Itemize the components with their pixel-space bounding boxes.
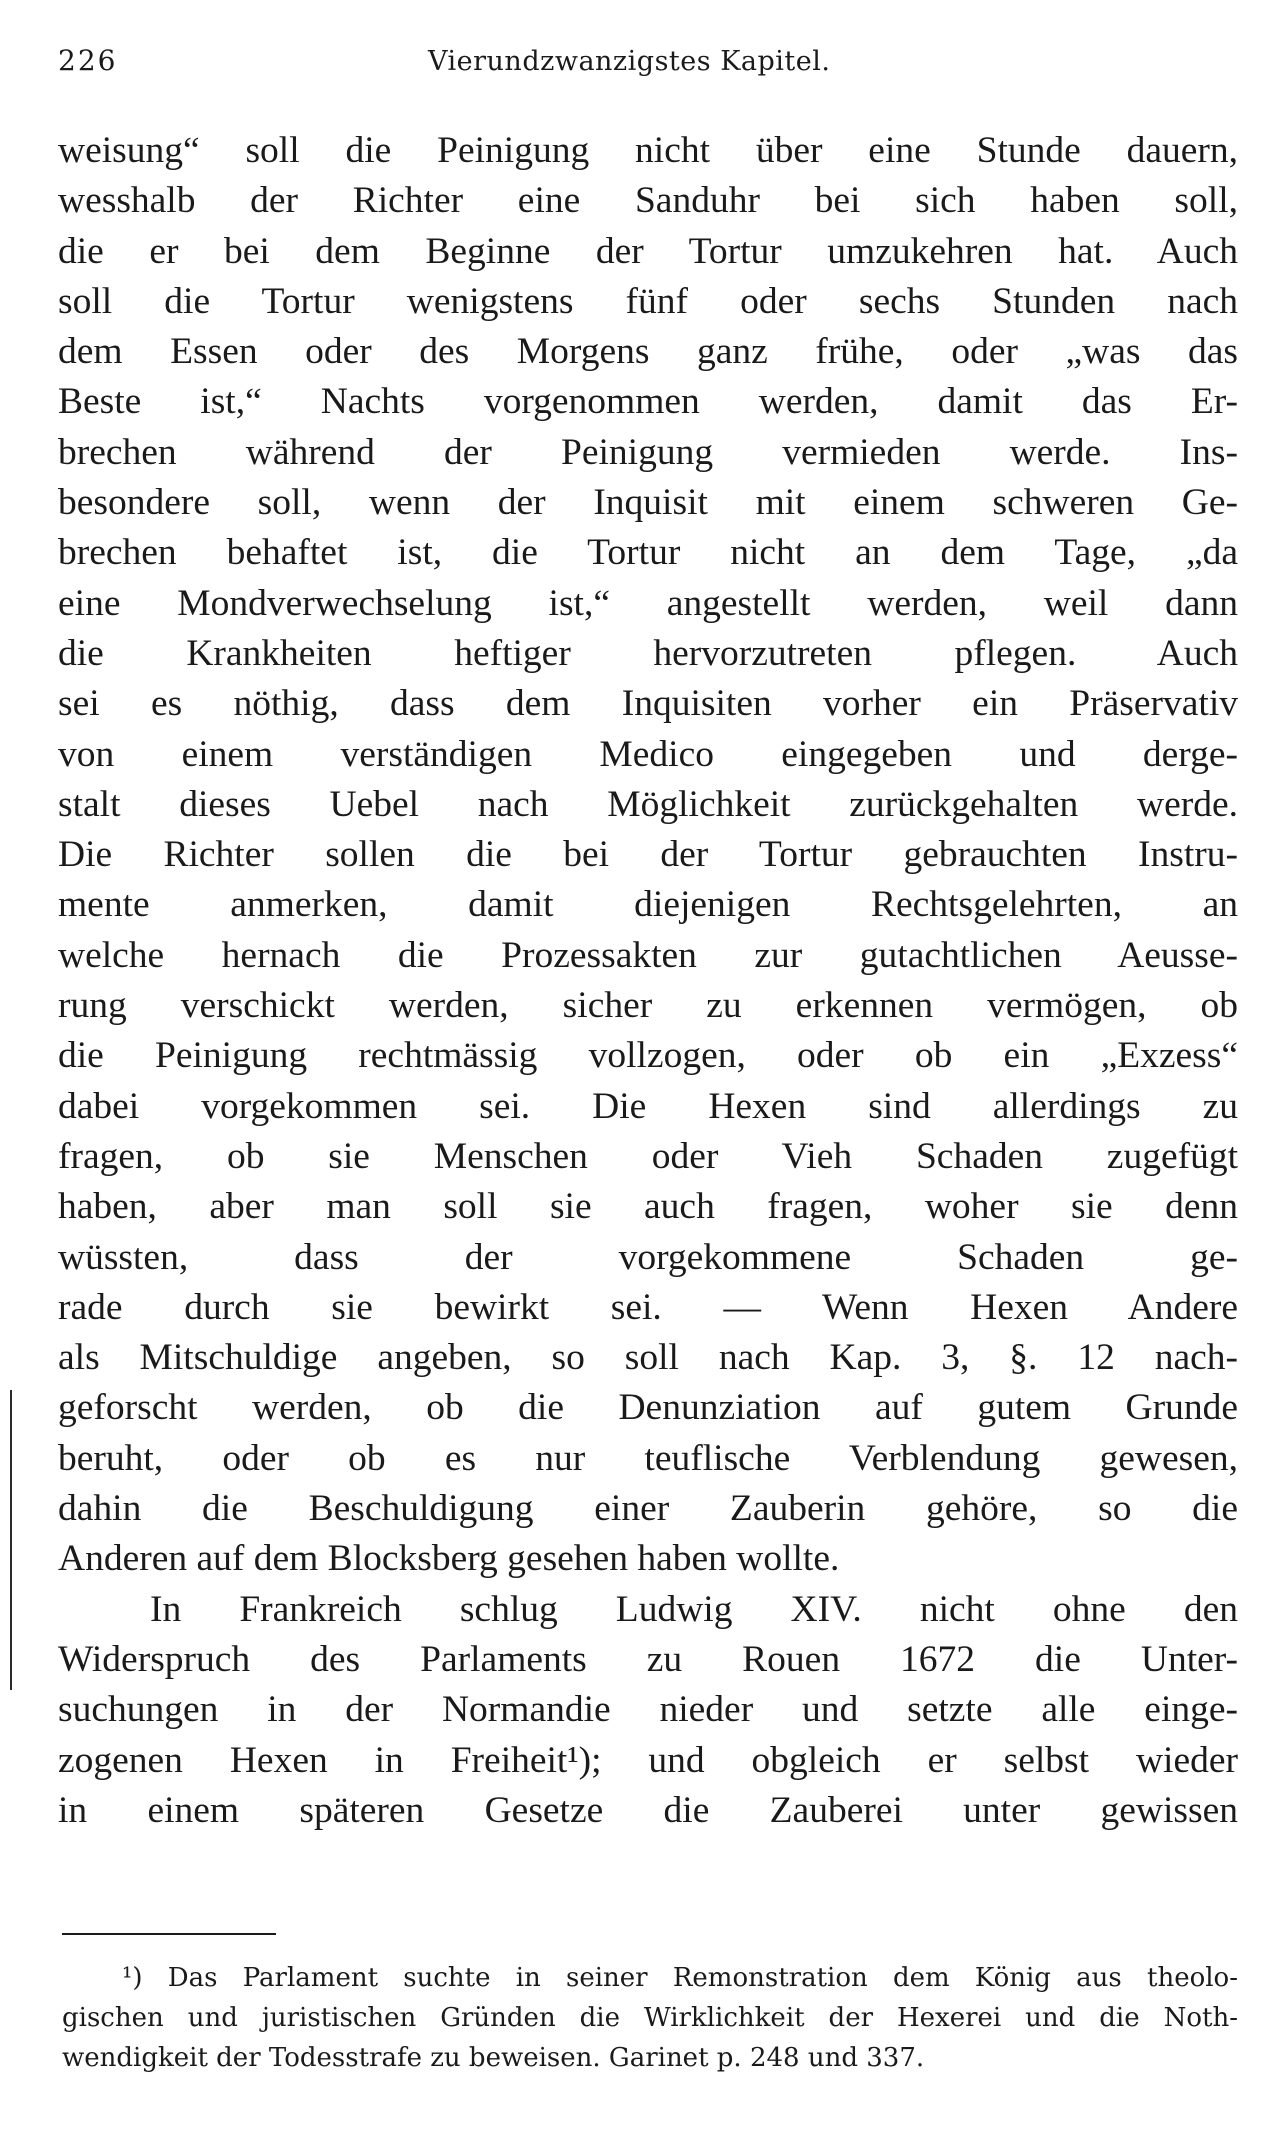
text-line: besondere soll, wenn der Inquisit mit einem schweren Ge- [58, 482, 1238, 524]
text-line: Die Richter sollen die bei der Tortur gebrauchten Instru- [58, 834, 1238, 876]
text-line: dabei vorgekommen sei. Die Hexen sind allerdings zu [58, 1085, 1238, 1127]
text-line: suchungen in der Normandie nieder und setzte alle einge- [58, 1689, 1238, 1731]
footnote [62, 1958, 1238, 2078]
text-line: als Mitschuldige angeben, so soll nach Kap. 3, §. 12 nach- [58, 1337, 1238, 1379]
page-number: 226 [58, 44, 118, 77]
text-line: soll die Tortur wenigstens fünf oder sechs Stunden nach [58, 280, 1238, 322]
margin-line-mark [10, 1390, 12, 1690]
footnote-line: gischen und juristischen Gründen die Wirklichkeit der Hexerei und die Noth- [62, 2003, 1238, 2033]
text-line: stalt dieses Uebel nach Möglichkeit zurückgehalten werde. [58, 783, 1238, 825]
text-line: Anderen auf dem Blocksberg gesehen haben wollte. [58, 1538, 840, 1580]
text-line: Beste ist,“ Nachts vorgenommen werden, damit das Er- [58, 381, 1238, 423]
footnote-rule [62, 1933, 276, 1935]
text-line: brechen behaftet ist, die Tortur nicht an dem Tage, „da [58, 532, 1238, 574]
text-line: In Frankreich schlug Ludwig XIV. nicht ohne den [150, 1588, 1238, 1630]
text-line: welche hernach die Prozessakten zur gutachtlichen Aeusse- [58, 934, 1238, 976]
text-line: mente anmerken, damit diejenigen Rechtsgelehrten, an [58, 884, 1238, 926]
text-line: zogenen Hexen in Freiheit¹); und obgleich er selbst wieder [58, 1739, 1238, 1781]
text-line: sei es nöthig, dass dem Inquisiten vorher ein Präservativ [58, 683, 1238, 725]
text-line: Widerspruch des Parlaments zu Rouen 1672 die Unter- [58, 1638, 1238, 1680]
text-line: wüssten, dass der vorgekommene Schaden ge- [58, 1236, 1238, 1278]
text-line: brechen während der Peinigung vermieden werde. Ins- [58, 431, 1238, 473]
text-line: haben, aber man soll sie auch fragen, woher sie denn [58, 1186, 1238, 1228]
text-line: die Krankheiten heftiger hervorzutreten pflegen. Auch [58, 632, 1238, 674]
text-line: dem Essen oder des Morgens ganz frühe, oder „was das [58, 331, 1238, 373]
text-line: rung verschickt werden, sicher zu erkennen vermögen, ob [58, 985, 1238, 1027]
text-line: die er bei dem Beginne der Tortur umzukehren hat. Auch [58, 230, 1238, 272]
text-line: geforscht werden, ob die Denunziation auf gutem Grunde [58, 1387, 1238, 1429]
text-line: wesshalb der Richter eine Sanduhr bei sich haben soll, [58, 180, 1238, 222]
text-line: fragen, ob sie Menschen oder Vieh Schaden zugefügt [58, 1135, 1238, 1177]
body-text [58, 126, 1238, 1836]
text-line: rade durch sie bewirkt sei. — Wenn Hexen Andere [58, 1286, 1238, 1328]
footnote-line: wendigkeit der Todesstrafe zu beweisen. Garinet p. 248 und 337. [62, 2043, 925, 2073]
text-line: dahin die Beschuldigung einer Zauberin gehöre, so die [58, 1488, 1238, 1530]
running-head: Vierundzwanzigstes Kapitel. [428, 46, 831, 77]
page-header [58, 44, 1238, 84]
text-line: weisung“ soll die Peinigung nicht über eine Stunde dauern, [58, 130, 1238, 171]
text-line: beruht, oder ob es nur teuflische Verblendung gewesen, [58, 1437, 1238, 1479]
footnote-line: ¹) Das Parlament suchte in seiner Remonstration dem König aus theolo- [122, 1963, 1238, 1993]
text-line: von einem verständigen Medico eingegeben und derge- [58, 733, 1238, 775]
text-line: die Peinigung rechtmässig vollzogen, oder ob ein „Exzess“ [58, 1035, 1238, 1077]
text-line: eine Mondverwechselung ist,“ angestellt werden, weil dann [58, 582, 1238, 624]
text-line: in einem späteren Gesetze die Zauberei unter gewissen [58, 1789, 1238, 1831]
